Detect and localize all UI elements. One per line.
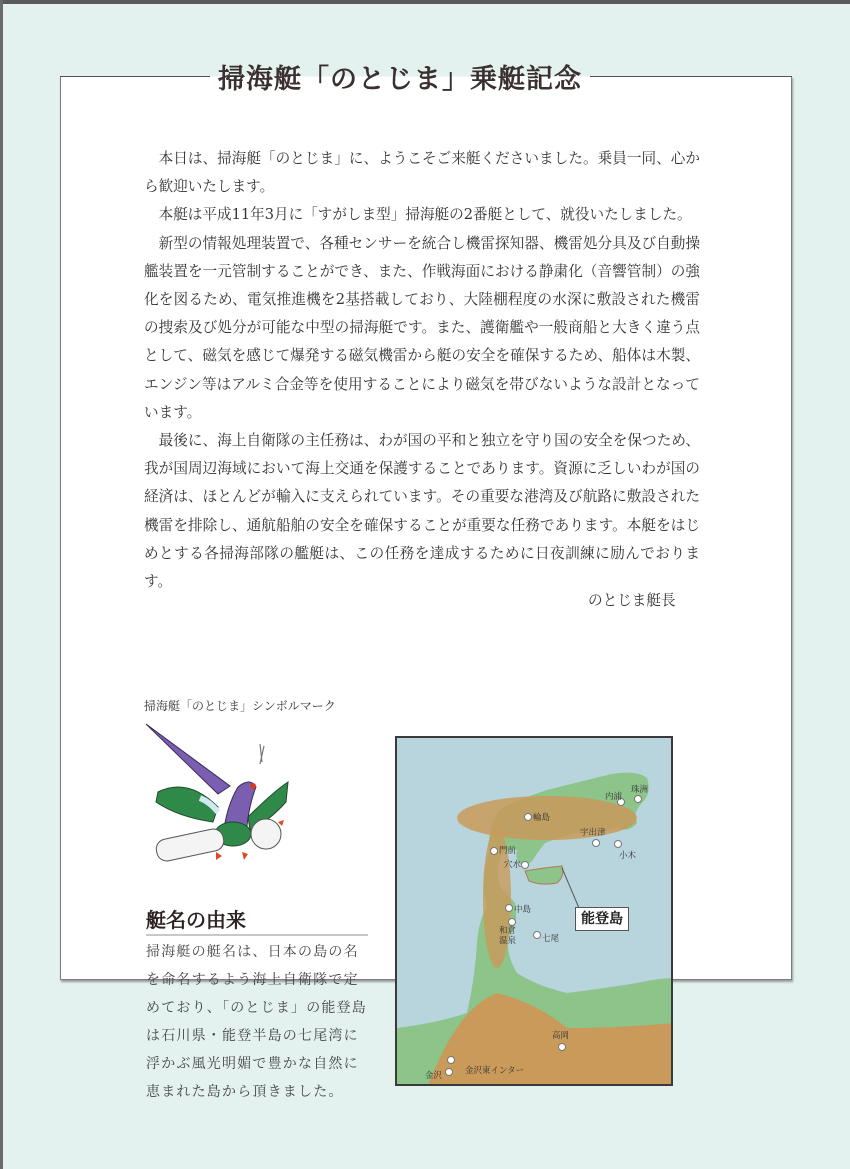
title-rule-left [60,76,210,77]
place-label: 金沢東インター [465,1066,525,1076]
place-label: 珠洲 [631,785,649,795]
page-edge [0,0,3,1169]
noto-island [525,866,563,884]
paragraph: 最後に、海上自衛隊の主任務は、わが国の平和と独立を守り国の安全を保つため、我が国周辺海域において海上交通を保護することであります。資源に乏しいわが国の経済は、ほとんどが輸入に支えられています。その重要な港湾及び航路に敷設された機雷を排除し、通航船舶の安全を確保することが重要な任務であります。本艇をはじめとする各掃海部隊の艦艇は、この任務を達成するために日夜訓練に励んでおります。 [144,432,700,591]
bird-emblem-icon [138,722,298,872]
noto-island-callout: 能登島 [575,907,629,931]
place-label: 小木 [619,851,637,861]
place-dot [634,795,642,803]
signature: のとじま艇長 [588,592,676,609]
place-dot [558,1043,566,1051]
place-label: 穴水 [504,860,522,870]
place-dot [505,904,513,912]
place-label: 内浦 [605,792,623,802]
page-edge [0,0,850,4]
place-dot [533,931,541,939]
place-label: 宇出津 [580,828,606,838]
place-label: 七尾 [542,934,560,944]
paragraph: 本艇は平成11年3月に「すがしま型」掃海艇の2番艇として、就役いたしました。 [158,206,692,224]
place-dot [614,840,622,848]
symbol-caption: 掃海艇「のとじま」シンボルマーク [144,699,336,713]
name-origin-heading: 艇名の由来 [146,908,246,932]
place-dot [490,847,498,855]
place-label: 金沢 [425,1071,443,1081]
place-dot [524,813,532,821]
place-label: 門前 [499,846,517,856]
place-dot [508,918,516,926]
place-label: 中島 [514,905,532,915]
place-label: 高岡 [552,1031,570,1041]
callout-line [562,868,579,908]
place-label: 輪島 [533,813,551,823]
page-title: 掃海艇「のとじま」乗艇記念 [210,57,590,96]
place-dot [521,861,529,869]
noto-peninsula-map [395,736,673,1086]
welcome-text [144,145,700,596]
title-bar [60,58,792,94]
place-dot [447,1056,455,1064]
divider [146,934,368,936]
place-label: 和倉温泉 [499,926,517,946]
place-dot [445,1068,453,1076]
place-dot [592,839,600,847]
paragraph: 新型の情報処理装置で、各種センサーを統合し機雷探知器、機雷処分具及び自動操艦装置を一元管制することができ、また、作戦海面における静粛化（音響管制）の強化を図るため、電気推進機を2基搭載しており、大陸棚程度の水深に敷設された機雷の捜索及び処分が可能な中型の掃海艇です。また、護衛艦や一般商船と大きく違う点として、磁気を感じて爆発する磁気機雷から艇の安全を確保するため、船体は木製、エンジン等はアルミ合金等を使用することにより磁気を帯びないような設計となっています。 [144,234,700,421]
name-origin-text: 掃海艇の艇名は、日本の島の名を命名するよう海上自衛隊で定めており、「のとじま」の能登島は石川県・能登半島の七尾湾に浮かぶ風光明媚で豊かな自然に恵まれた島から頂きました。 [146,944,367,1100]
title-rule-right [590,76,792,77]
paragraph: 本日は、掃海艇「のとじま」に、ようこそご来艇くださいました。乗員一同、心から歓迎いたします。 [144,150,700,196]
